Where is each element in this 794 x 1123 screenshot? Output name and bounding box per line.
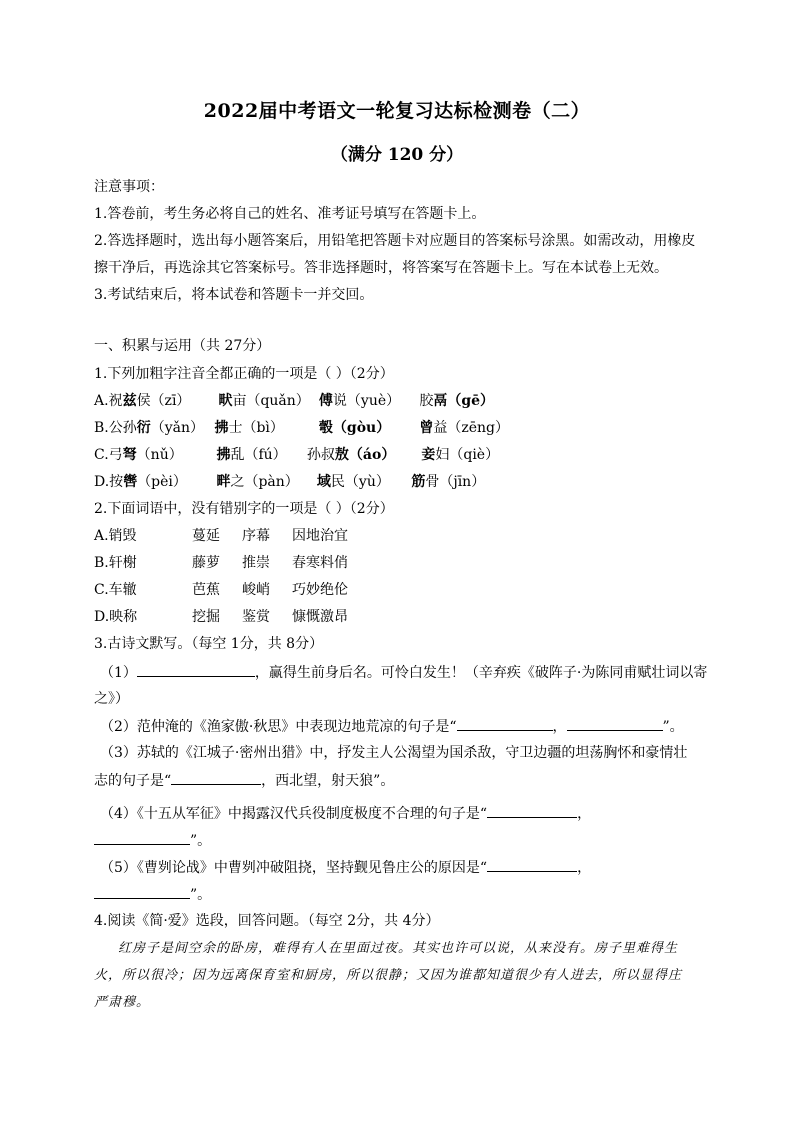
question-3-stem: 3.古诗文默写。（每空 1分，共 8分） <box>94 636 324 652</box>
q3-item-5: （5）《曹刿论战》中曹刿冲破阻挠，坚持觐见鲁庄公的原因是“ ， <box>100 857 591 878</box>
q1-option-a: A.祝兹侯（zī） 畎亩（quǎn） 傅说（yuè） 胶鬲（gē） <box>94 393 495 409</box>
notice-item: 3.考试结束后，将本试卷和答题卡一并交回。 <box>94 287 374 303</box>
answer-blank[interactable] <box>137 662 255 677</box>
page-subtitle: （满分 120 分） <box>330 145 464 165</box>
q1-option-d: D.按辔（pèi） 畔之（pàn） 域民（yù） 筋骨（jīn） <box>94 474 486 490</box>
answer-blank[interactable] <box>487 857 577 872</box>
answer-blank[interactable] <box>94 830 190 845</box>
q3-item-5-cont: ”。 <box>94 884 211 905</box>
answer-blank[interactable] <box>567 716 663 731</box>
question-1-stem: 1.下列加粗字注音全都正确的一项是（ ）（2分） <box>94 366 394 382</box>
q3-item-4-cont: ”。 <box>94 830 211 851</box>
reading-passage-line: 严肃穆。 <box>94 995 151 1010</box>
q2-option-row: D.映称 挖掘 鉴赏 慷慨激昂 <box>94 609 348 625</box>
notice-item: 2.答选择题时，选出每小题答案后，用铅笔把答题卡对应题目的答案标号涂黑。如需改动，用橡皮 <box>94 233 696 249</box>
q1-option-c: C.弓弩（nǔ） 拂乱（fú） 孙叔敖（áo） 妾妇（qiè） <box>94 447 500 463</box>
q3-item-3: （3）苏轼的《江城子·密州出猎》中，抒发主人公渴望为国杀敌，守卫边疆的坦荡胸怀和豪情壮 <box>100 745 688 761</box>
page-title: 2022届中考语文一轮复习达标检测卷（二） <box>203 100 591 122</box>
q3-item-4: （4）《十五从军征》中揭露汉代兵役制度极度不合理的句子是“ ， <box>100 803 591 824</box>
answer-blank[interactable] <box>457 716 553 731</box>
section-heading: 一、积累与运用（共 27分） <box>94 338 271 354</box>
question-4-stem: 4.阅读《简·爱》选段，回答问题。（每空 2分，共 4分） <box>94 913 440 929</box>
q2-option-row: C.车辙 芭蕉 峻峭 巧妙绝伦 <box>94 582 348 598</box>
reading-passage-line: 红房子是间空余的卧房，难得有人在里面过夜。其实也许可以说，从来没有。房子里难得生 <box>118 941 679 956</box>
reading-passage-line: 火，所以很冷；因为远离保育室和厨房，所以很静；又因为谁都知道很少有人进去，所以显得庄 <box>94 968 683 983</box>
q2-option-row: A.销毁 蔓延 序幕 因地治宜 <box>94 528 348 544</box>
notice-item: 1.答卷前，考生务必将自己的姓名、准考证号填写在答题卡上。 <box>94 206 486 222</box>
answer-blank[interactable] <box>171 770 261 785</box>
notice-heading: 注意事项： <box>94 179 164 195</box>
q3-item-1-cont: 之》） <box>94 691 129 707</box>
q2-option-row: B.轩榭 藤萝 推崇 春寒料俏 <box>94 555 348 571</box>
q3-item-3-cont: 志的句子是“ ，西北望，射天狼”。 <box>94 770 394 791</box>
answer-blank[interactable] <box>487 803 577 818</box>
q3-item-2: （2）范仲淹的《渔家傲·秋思》中表现边地荒凉的句子是“ ， ”。 <box>100 716 684 737</box>
answer-blank[interactable] <box>94 884 190 899</box>
question-2-stem: 2.下面词语中，没有错别字的一项是（ ）（2分） <box>94 501 394 517</box>
notice-item: 擦干净后，再选涂其它答案标号。答非选择题时，将答案写在答题卡上。写在本试卷上无效。 <box>94 260 668 276</box>
q1-option-b: B.公孙衍（yǎn） 拂士（bì） 彀（gòu） 曾益（zēng） <box>94 420 509 436</box>
q3-item-1: （1） ，赢得生前身后名。可怜白发生！（辛弃疾《破阵子·为陈同甫赋壮词以寄 <box>100 662 707 683</box>
